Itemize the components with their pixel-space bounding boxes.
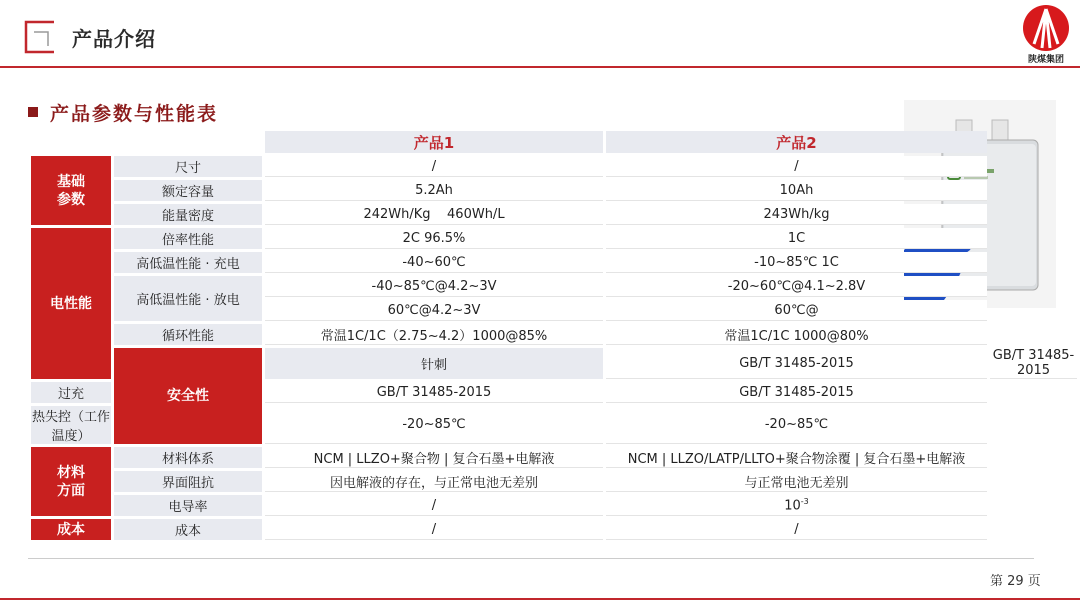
page-title: 产品介绍 (72, 27, 156, 51)
product-1-value: 242Wh/Kg 460Wh/L (265, 204, 603, 225)
param-label: 成本 (114, 519, 262, 540)
product-2-value: -10~85℃ 1C (606, 252, 987, 273)
category-label: 电性能 (50, 295, 92, 312)
product-1-value: 5.2Ah (265, 180, 603, 201)
product-1-value: -20~85℃ (265, 406, 603, 444)
category-safety (114, 348, 262, 444)
product-1-value: -40~85℃@4.2~3V (265, 276, 603, 297)
table-row (31, 471, 1077, 492)
param-label: 界面阻抗 (114, 471, 262, 492)
product-1-value: 因电解液的存在，与正常电池无差别 (265, 471, 603, 492)
product-2-value: NCM | LLZO/LATP/LLTO+聚合物涂覆 | 复合石墨+电解液 (606, 447, 987, 468)
product-1-value: / (265, 519, 603, 540)
param-label: 额定容量 (114, 180, 262, 201)
header (0, 0, 1080, 66)
category-materials (31, 447, 111, 516)
spec-table (28, 128, 1080, 543)
table-row (31, 324, 1077, 345)
param-label: 针刺 (265, 348, 603, 379)
table-row (31, 180, 1077, 201)
logo-caption: 陕煤集团 (1027, 55, 1064, 65)
page-number: 第 29 页 (990, 574, 1041, 589)
param-label: 倍率性能 (114, 228, 262, 249)
section-heading (28, 99, 218, 125)
bottom-accent-bar (0, 598, 1080, 600)
product-1-value: 常温1C/1C（2.75~4.2）1000@85% (265, 324, 603, 345)
product-1-value: GB/T 31485-2015 (606, 348, 987, 379)
product-2-value: 常温1C/1C 1000@80% (606, 324, 987, 345)
header-blank-cell (31, 131, 262, 153)
param-label: 材料体系 (114, 447, 262, 468)
product-1-header: 产品1 (265, 131, 603, 153)
section-title: 产品参数与性能表 (50, 102, 219, 125)
table-row (31, 252, 1077, 273)
company-logo (1018, 2, 1074, 64)
product-2-value: -20~60℃@4.1~2.8V (606, 276, 987, 297)
table-row (31, 156, 1077, 177)
table-row (31, 495, 1077, 516)
product-2-value: 与正常电池无差别 (606, 471, 987, 492)
product-1-value: GB/T 31485-2015 (265, 382, 603, 403)
conductivity-exponent: -3 (800, 496, 809, 506)
table-header-row (31, 131, 1077, 153)
table-row (31, 228, 1077, 249)
param-label: 热失控（工作温度） (31, 406, 111, 444)
product-2-value: / (606, 156, 987, 177)
param-label: 电导率 (114, 495, 262, 516)
product-1-value: / (265, 495, 603, 516)
product-2-value: 10Ah (606, 180, 987, 201)
product-2-value: -20~85℃ (606, 406, 987, 444)
product-1-value: / (265, 156, 603, 177)
param-label: 尺寸 (114, 156, 262, 177)
category-cost (31, 519, 111, 540)
category-label: 成本 (57, 521, 85, 538)
category-label: 安全性 (167, 388, 209, 404)
product-1-value: NCM | LLZO+聚合物 | 复合石墨+电解液 (265, 447, 603, 468)
product-2-value (606, 495, 987, 516)
param-label: 过充 (31, 382, 111, 403)
product-2-value: GB/T 31485-2015 (990, 348, 1077, 379)
corner-bracket-icon (24, 20, 56, 54)
param-label: 高低温性能 · 放电 (114, 276, 262, 321)
product-2-header: 产品2 (606, 131, 987, 153)
shaanxi-coal-logo-icon (1022, 4, 1070, 52)
square-bullet-icon (28, 107, 38, 117)
category-label: 方面 (57, 482, 85, 499)
param-label: 能量密度 (114, 204, 262, 225)
product-2-value: / (606, 519, 987, 540)
param-label: 循环性能 (114, 324, 262, 345)
param-label: 高低温性能 · 充电 (114, 252, 262, 273)
product-2-value: GB/T 31485-2015 (606, 382, 987, 403)
category-label: 参数 (57, 191, 85, 208)
category-label: 材料 (57, 464, 85, 481)
category-label: 基础 (57, 173, 85, 190)
table-row (31, 204, 1077, 225)
category-basic (31, 156, 111, 225)
header-divider (0, 66, 1080, 68)
product-1-value: 60℃@4.2~3V (265, 300, 603, 321)
product-2-value: 60℃@ (606, 300, 987, 321)
table-row (31, 276, 1077, 297)
category-electrical (31, 228, 111, 379)
table-row (31, 519, 1077, 540)
conductivity-base: 10 (784, 498, 801, 514)
product-1-value: 2C 96.5% (265, 228, 603, 249)
product-1-value: -40~60℃ (265, 252, 603, 273)
footer-divider (28, 558, 1034, 559)
table-row (31, 447, 1077, 468)
table-row (31, 348, 1077, 379)
product-2-value: 1C (606, 228, 987, 249)
product-2-value: 243Wh/kg (606, 204, 987, 225)
